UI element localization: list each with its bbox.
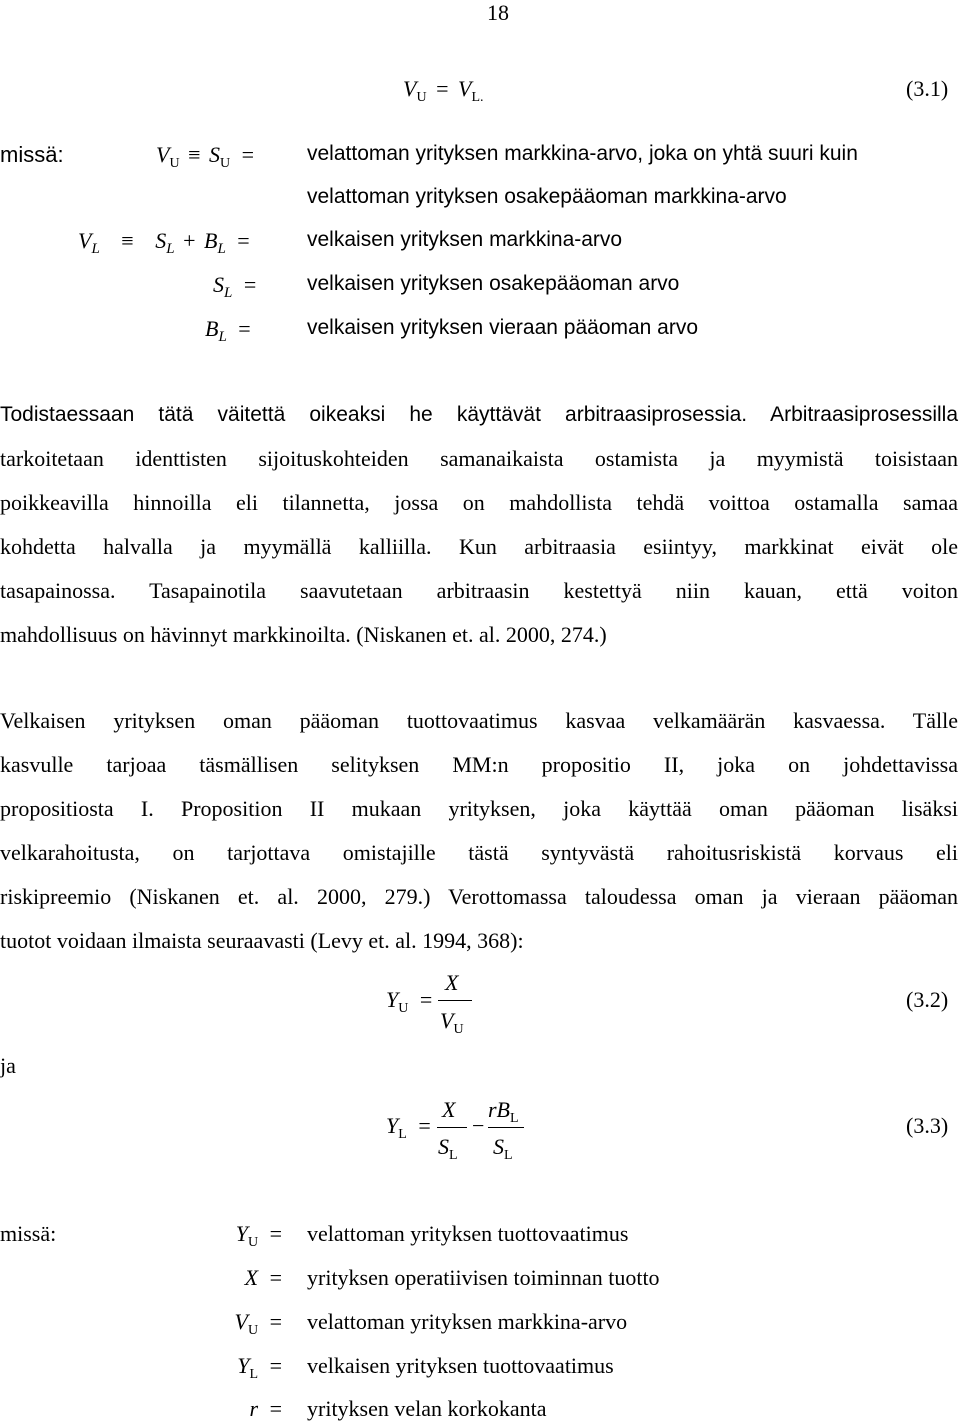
paragraph-2-line: kasvulle tarjoaa täsmällisen selityksen MM:n propositio II, joka on johdettavissa [0,752,958,777]
eq33-den1-var: S [438,1134,449,1159]
connector-ja: ja [0,1053,16,1078]
eq32-numerator: X [445,970,459,995]
eq33-lhs [386,1113,431,1142]
definitions-2-label: missä: [0,1221,57,1246]
def1-row1-text: velattoman yrityksen markkina-arvo, joka on yhtä suuri kuin [307,142,858,165]
equation-3-1 [403,76,484,105]
eq33-numerator-2 [488,1097,519,1126]
def2-row-text: yrityksen operatiivisen toiminnan tuotto [307,1265,660,1290]
eq32-den-var: V [440,1008,454,1033]
def2-row-term: X = [244,1265,282,1290]
eq33-num2-var: rB [488,1097,510,1122]
def1-row1-equiv: ≡ [188,142,201,167]
paragraph-1-line: kohdetta halvalla ja myymällä kalliilla. Kun arbitraasia esiintyy, markkinat eivät ole [0,534,958,559]
def1-row1-s: S [209,142,220,167]
paragraph-1 [0,393,958,657]
def1-row1-eq: = [241,142,255,167]
eq31-rhs-var: V [458,76,472,101]
eq31-lhs-var: V [403,76,417,101]
def1-row3-text: velkaisen yrityksen osakepääoman arvo [307,272,680,295]
eq33-denominator-1 [438,1134,458,1163]
eq33-fraction-bar-1 [437,1127,467,1128]
def1-row1-s-sub: U [220,156,231,171]
def1-row1-term [156,142,255,171]
paragraph-2-line: velkarahoitusta, on tarjottava omistajille tästä syntyvästä rahoitusriskistä korvaus eli [0,840,958,865]
def1-row4-text: velkaisen yrityksen vieraan pääoman arvo [307,316,699,339]
eq32-fraction-bar [438,1000,472,1001]
eq32-denominator [440,1008,464,1037]
equation-number-3-3: (3.3) [906,1113,949,1138]
def2-row-text: velattoman yrityksen tuottovaatimus [307,1221,629,1246]
eq33-num2-sub: L [510,1111,519,1126]
paragraph-1-line: tasapainossa. Tasapainotila saavutetaan arbitraasin kestettyä niin kauan, että voiton [0,578,958,603]
equation-number-3-2: (3.2) [906,987,949,1012]
def1-row3-sub: L [224,285,233,301]
eq32-lhs-sub: U [398,1001,409,1016]
def1-row2-text: velkaisen yrityksen markkina-arvo [307,228,623,251]
def1-row2-v-sub: L [91,241,100,257]
paragraph-2-line: Velkaisen yrityksen oman pääoman tuottovaatimus kasvaa velkamäärän kasvaessa. Tälle [0,708,958,733]
def1-row2-s-sub: L [166,241,175,257]
def1-row2-b: B [203,228,218,253]
eq33-numerator-1: X [442,1097,456,1122]
def1-row3-s: S [213,272,224,297]
eq32-equals: = [419,987,433,1012]
def1-row1b-text: velattoman yrityksen osakepääoman markkina-arvo [307,185,787,208]
eq33-lhs-sub: L [398,1127,407,1142]
eq33-den2-sub: L [504,1148,513,1163]
eq31-lhs-sub: U [416,90,427,105]
paragraph-2-line: riskipreemio (Niskanen et. al. 2000, 279.) Verottomassa taloudessa oman ja vieraan pääoman [0,884,958,909]
def2-row-text: yrityksen velan korkokanta [307,1396,547,1421]
def1-row2-s: S [155,228,167,253]
def1-row3-eq: = [243,272,257,297]
eq33-lhs-var: Y [386,1113,399,1138]
def1-row2-term [78,228,250,257]
eq33-den1-sub: L [449,1148,458,1163]
eq31-rhs-sub: L. [471,90,484,105]
def1-row2-eq: = [237,228,250,253]
def2-row-text: velkaisen yrityksen tuottovaatimus [307,1353,614,1378]
eq32-den-sub: U [453,1022,464,1037]
equation-number-3-1: (3.1) [906,76,949,101]
eq31-equals: = [436,76,449,101]
def1-row1-v: V [156,142,170,167]
eq32-lhs-var: Y [386,987,399,1012]
def1-row4-term [205,316,251,345]
paragraph-2-line: propositiosta I. Proposition II mukaan yrityksen, joka käyttää oman pääoman lisäksi [0,796,958,821]
def1-row4-eq: = [238,316,251,341]
def1-row2-v: V [78,228,92,253]
def1-row1-v-sub: U [169,156,180,171]
def1-row2-b-sub: L [217,241,226,257]
def1-row3-term [213,272,257,301]
def1-row2-plus: + [183,228,196,253]
def1-row4-b: B [205,316,219,341]
def2-row-term: r = [249,1396,282,1421]
paragraph-1-line: mahdollisuus on hävinnyt markkinoilta. (Niskanen et. al. 2000, 274.) [0,622,607,647]
eq33-minus: − [472,1113,485,1138]
eq33-denominator-2 [493,1134,513,1163]
paragraph-2-line: tuotot voidaan ilmaista seuraavasti (Levy et. al. 1994, 368): [0,928,524,953]
paragraph-1-line: poikkeavilla hinnoilla eli tilannetta, jossa on mahdollista tehdä voittoa ostamalla samaa [0,490,958,515]
paragraph-2 [0,699,958,963]
def2-row-term: $Y_L$ = [237,1353,282,1382]
eq32-lhs [386,987,433,1016]
eq33-equals: = [418,1113,431,1138]
definitions-1-label: missä: [0,142,64,167]
def2-row-term: $V_U$ = [234,1309,282,1338]
def2-row-term: $Y_U$ = [235,1221,282,1250]
paragraph-1-line: tarkoitetaan identtisten sijoituskohteiden samanaikaista ostamista ja myymistä toisistaan [0,446,958,471]
paragraph-1-line: Todistaessaan tätä väitettä oikeaksi he käyttävät arbitraasiprosessia. Arbitraasiprosessilla [0,403,958,426]
def2-row-text: velattoman yrityksen markkina-arvo [307,1309,628,1334]
def1-row4-sub: L [218,329,227,345]
page-number: 18 [487,0,509,25]
eq33-fraction-bar-2 [488,1127,524,1128]
def1-row2-equiv: ≡ [121,228,134,253]
eq33-den2-var: S [493,1134,504,1159]
